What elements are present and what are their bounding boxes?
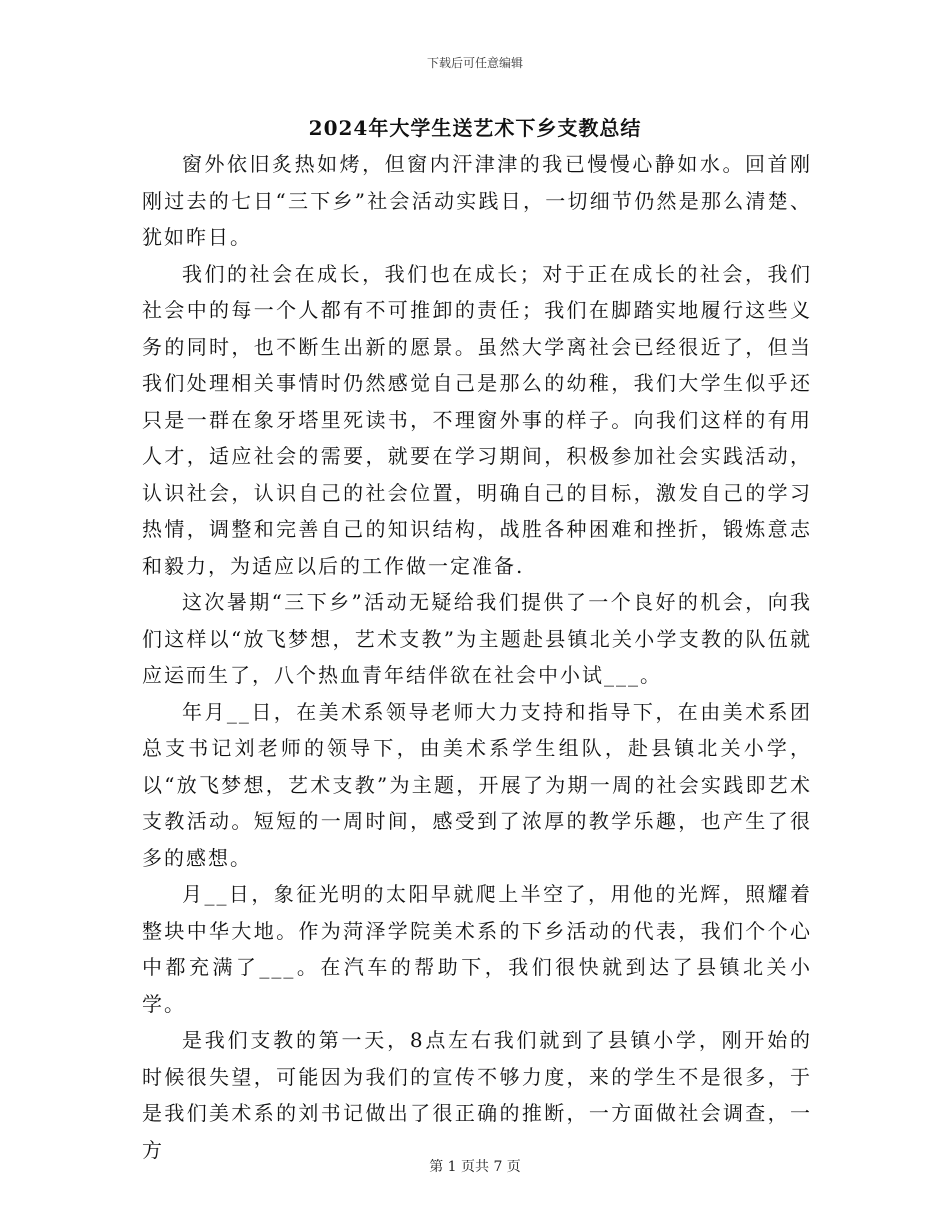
paragraph: 我们的社会在成长，我们也在成长；对于正在成长的社会，我们社会中的每一个人都有不可推卸的责任；我们在脚踏实地履行这些义务的同时，也不断生出新的愿景。虽然大学离社会已经很近了，但当我们处理相关事情时仍然感觉自己是那么的幼稚，我们大学生似乎还只是一群在象牙塔里死读书，不理窗外事的样子。向我们这样的有用人才，适应社会的需要，就要在学习期间，积极参加社会实践活动，认识社会，认识自己的社会位置，明确自己的目标，激发自己的学习热情，调整和完善自己的知识结构，战胜各种困难和挫折，锻炼意志和毅力，为适应以后的工作做一定准备. <box>142 261 812 578</box>
paragraph: 这次暑期“三下乡”活动无疑给我们提供了一个良好的机会，向我们这样以“放飞梦想，艺术支教”为主题赴县镇北关小学支教的队伍就应运而生了，八个热血青年结伴欲在社会中小试___。 <box>142 590 812 687</box>
paragraph: 是我们支教的第一天，8点左右我们就到了县镇小学，刚开始的时候很失望，可能因为我们的宣传不够力度，来的学生不是很多，于是我们美术系的刘书记做出了很正确的推断，一方面做社会调查，一方 <box>142 1028 812 1162</box>
page-header-note: 下载后可任意编辑 <box>426 56 523 70</box>
paragraph: 年月__日，在美术系领导老师大力支持和指导下，在由美术系团总支书记刘老师的领导下，由美术系学生组队，赴县镇北关小学，以“放飞梦想，艺术支教”为主题，开展了为期一周的社会实践即艺术支教活动。短短的一周时间，感受到了浓厚的教学乐趣，也产生了很多的感想。 <box>142 699 812 870</box>
document-body <box>142 146 812 1168</box>
page-number-footer: 第 1 页共 7 页 <box>429 1159 521 1175</box>
paragraph: 月__日，象征光明的太阳早就爬上半空了，用他的光辉，照耀着整块中华大地。作为菏泽学院美术系的下乡活动的代表，我们个个心中都充满了___。在汽车的帮助下，我们很快就到达了县镇北关小学。 <box>142 882 812 1016</box>
paragraph: 窗外依旧炙热如烤，但窗内汗津津的我已慢慢心静如水。回首刚刚过去的七日“三下乡”社会活动实践日，一切细节仍然是那么清楚、犹如昨日。 <box>142 152 812 249</box>
document-title: 2024年大学生送艺术下乡支教总结 <box>308 116 642 140</box>
